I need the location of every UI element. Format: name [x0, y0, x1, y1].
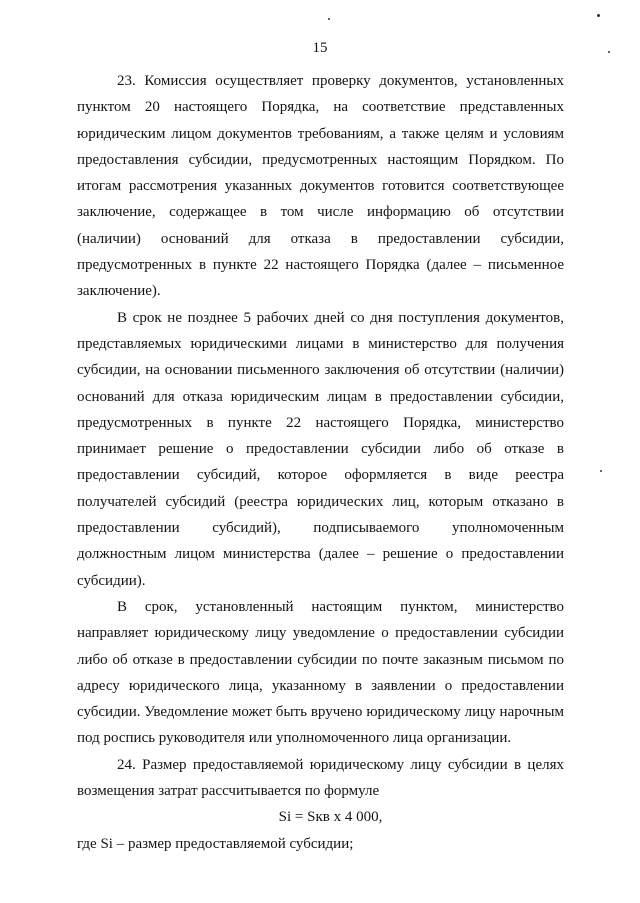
text-line: 24. Размер предоставляемой юридическому лицу субсидии в целях [117, 756, 564, 773]
text-line: предоставлении субсидий), подписываемого уполномоченным [77, 520, 564, 537]
page-number: 15 [312, 40, 328, 56]
text-line: адресу юридического лица, указанному в заявлении о предоставлении [77, 677, 564, 694]
text-line: направляет юридическому лицу уведомление о предоставлении субсидии [77, 625, 564, 642]
text-line: оснований для отказа юридическим лицам в предоставлении субсидии, [77, 388, 564, 405]
text-line: принимает решение о предоставлении субсидии либо об отказе в [77, 441, 564, 458]
paragraph [77, 68, 564, 305]
scan-speck [600, 470, 602, 472]
text-line: заключение). [77, 283, 161, 300]
scan-speck [328, 18, 330, 20]
text-line: 23. Комиссия осуществляет проверку документов, установленных [117, 73, 564, 89]
text-line: представляемых юридическими лицами в министерство для получения [77, 335, 564, 352]
paragraph [77, 305, 564, 594]
text-line: должностным лицом министерства (далее – решение о предоставлении [77, 546, 564, 563]
text-line: предусмотренных в пункте 22 настоящего Порядка (далее – письменное [77, 257, 564, 274]
text-line: В срок не позднее 5 рабочих дней со дня поступления документов, [117, 309, 564, 326]
text-line: субсидии, на основании письменного заключения об отсутствии (наличии) [77, 362, 564, 379]
formula: Si = Sкв x 4 000, [278, 809, 383, 826]
scan-speck [597, 14, 600, 17]
text-line: либо об отказе в предоставлении субсидии по почте заказным письмом по [77, 651, 564, 668]
text-line: предусмотренных в пункте 22 настоящего Порядка, министерство [77, 414, 564, 431]
text-line: итогам рассмотрения указанных документов готовится соответствующее [77, 178, 564, 195]
text-line: предоставлении субсидий, которое оформляется в виде реестра [77, 467, 564, 484]
text-line: предоставления субсидии, предусмотренных настоящим Порядком. По [77, 151, 564, 168]
text-line: возмещения затрат рассчитывается по формуле [77, 783, 380, 800]
text-line: (наличии) оснований для отказа в предоставлении субсидии, [77, 230, 564, 247]
text-line: субсидии. Уведомление может быть вручено юридическому лицу нарочным [77, 704, 564, 721]
formula-explanation: где Si – размер предоставляемой субсидии; [77, 835, 354, 852]
text-line: получателей субсидий (реестра юридических лиц, которым отказано в [77, 493, 564, 510]
paragraph-list [77, 68, 564, 804]
paragraph [77, 752, 564, 805]
document-body [77, 68, 564, 857]
text-line: под роспись руководителя или уполномоченного лица организации. [77, 730, 512, 747]
text-line: юридическим лицом документов требованиям, а также целям и условиям [77, 125, 564, 142]
text-line: субсидии). [77, 572, 146, 589]
text-line: пунктом 20 настоящего Порядка, на соответствие представленных [77, 99, 564, 116]
text-line: В срок, установленный настоящим пунктом, министерство [117, 598, 564, 615]
text-line: заключение, содержащее в том числе информацию об отсутствии [77, 204, 564, 221]
paragraph [77, 594, 564, 752]
